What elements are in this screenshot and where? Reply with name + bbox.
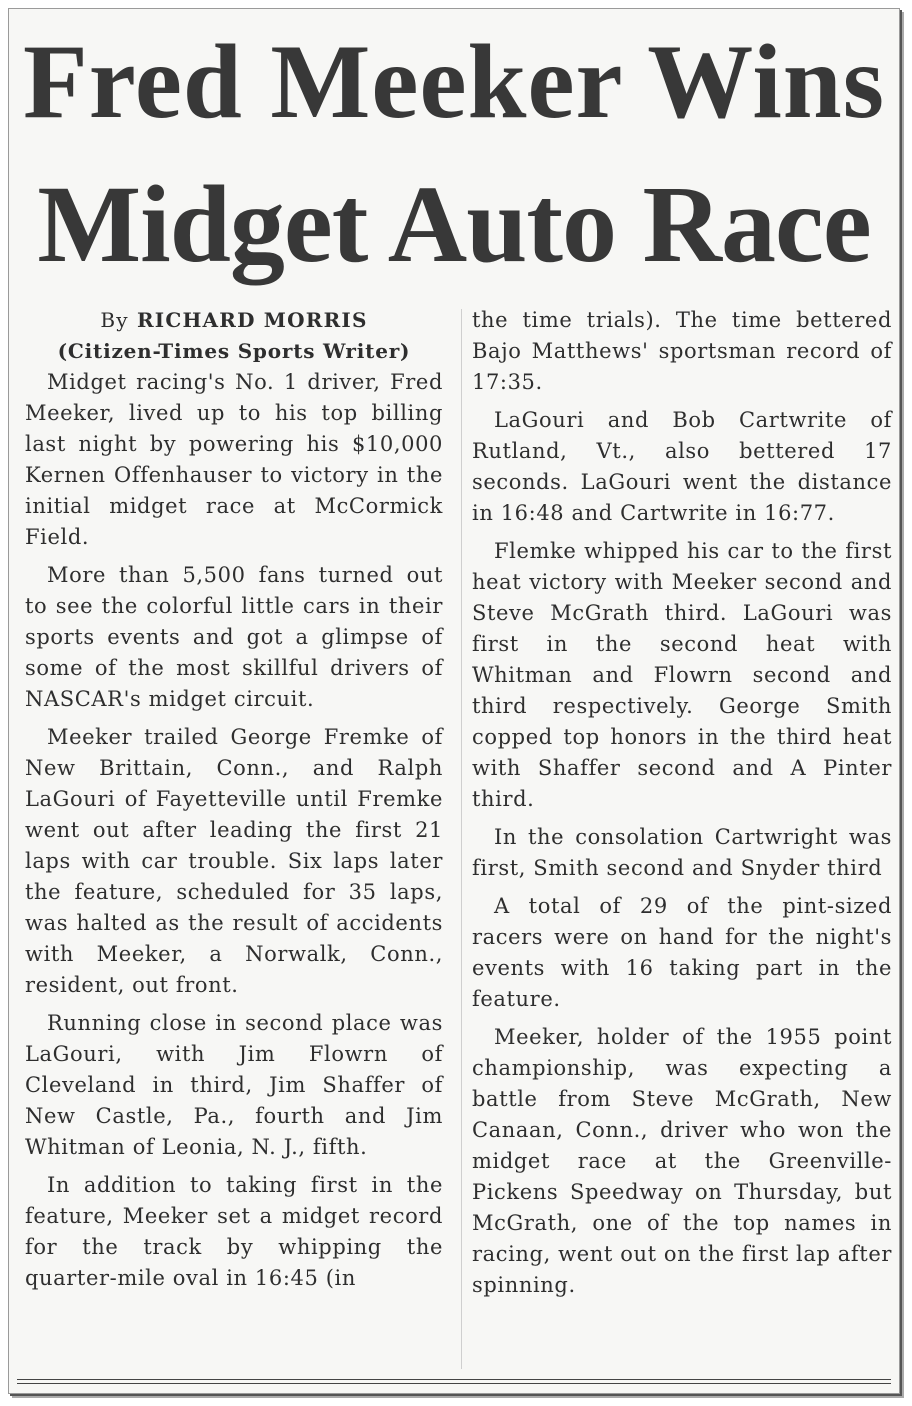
paragraph: Meeker trailed George Fremke of New Brittain, Conn., and Ralph LaGouri of Fayetteville until Fremke went out after leading the first 21 laps with car trouble. Six laps later the feature, scheduled for 35 laps, was halted as the result of accidents with Meeker, a Norwalk, Conn., resident, out front. [25, 725, 443, 997]
paragraph: More than 5,500 fans turned out to see the colorful little cars in their sports events and got a glimpse of some of the most skillful drivers of NASCAR's midget circuit. [25, 563, 443, 711]
article-clipping [8, 8, 900, 1394]
headline-line-1: Fred Meeker Wins [23, 23, 885, 140]
headline-line-2: Midget Auto Race [37, 163, 871, 285]
bottom-rule [17, 1379, 891, 1384]
byline-prefix: By [100, 308, 129, 332]
column-divider [461, 309, 462, 1369]
paragraph: Meeker, holder of the 1955 point championship, was expecting a battle from Steve McGrath, New Canaan, Conn., driver who won the midget race at the Greenville-Pickens Speedway on Thursday, but McGrath, one of the top names in racing, went out on the first lap after spinning. [472, 1025, 892, 1297]
paragraph: In the consolation Cartwright was first, Smith second and Snyder third [472, 825, 892, 880]
byline [25, 305, 443, 336]
paragraph: Midget racing's No. 1 driver, Fred Meeker, lived up to his top billing last night by powering his $10,000 Kernen Offenhauser to victory in the initial midget race at McCormick Field. [25, 370, 443, 549]
byline-credit: (Citizen-Times Sports Writer) [57, 339, 411, 363]
paragraph: In addition to taking first in the feature, Meeker set a midget record for the track by whipping the quarter-mile oval in 16:45 (in [25, 1173, 443, 1290]
left-column [25, 305, 443, 1301]
paragraph: A total of 29 of the pint-sized racers were on hand for the night's events with 16 taking part in the feature. [472, 894, 892, 1011]
paragraph: Running close in second place was LaGouri, with Jim Flowrn of Cleveland in third, Jim Shaffer of New Castle, Pa., fourth and Jim Whitman of Leonia, N. J., fifth. [25, 1011, 443, 1159]
paragraph: LaGouri and Bob Cartwrite of Rutland, Vt., also bettered 17 seconds. LaGouri went the distance in 16:48 and Cartwrite in 16:77. [472, 408, 892, 525]
paragraph-continuation: the time trials). The time bettered Bajo Matthews' sportsman record of 17:35. [472, 308, 892, 394]
paragraph: Flemke whipped his car to the first heat victory with Meeker second and Steve McGrath third. LaGouri was first in the second heat with Whitman and Flowrn second and third respectively. George Smith copped top honors in the third heat with Shaffer second and A Pinter third. [472, 539, 892, 811]
byline-author: RICHARD MORRIS [136, 308, 368, 332]
right-column [472, 305, 892, 1308]
